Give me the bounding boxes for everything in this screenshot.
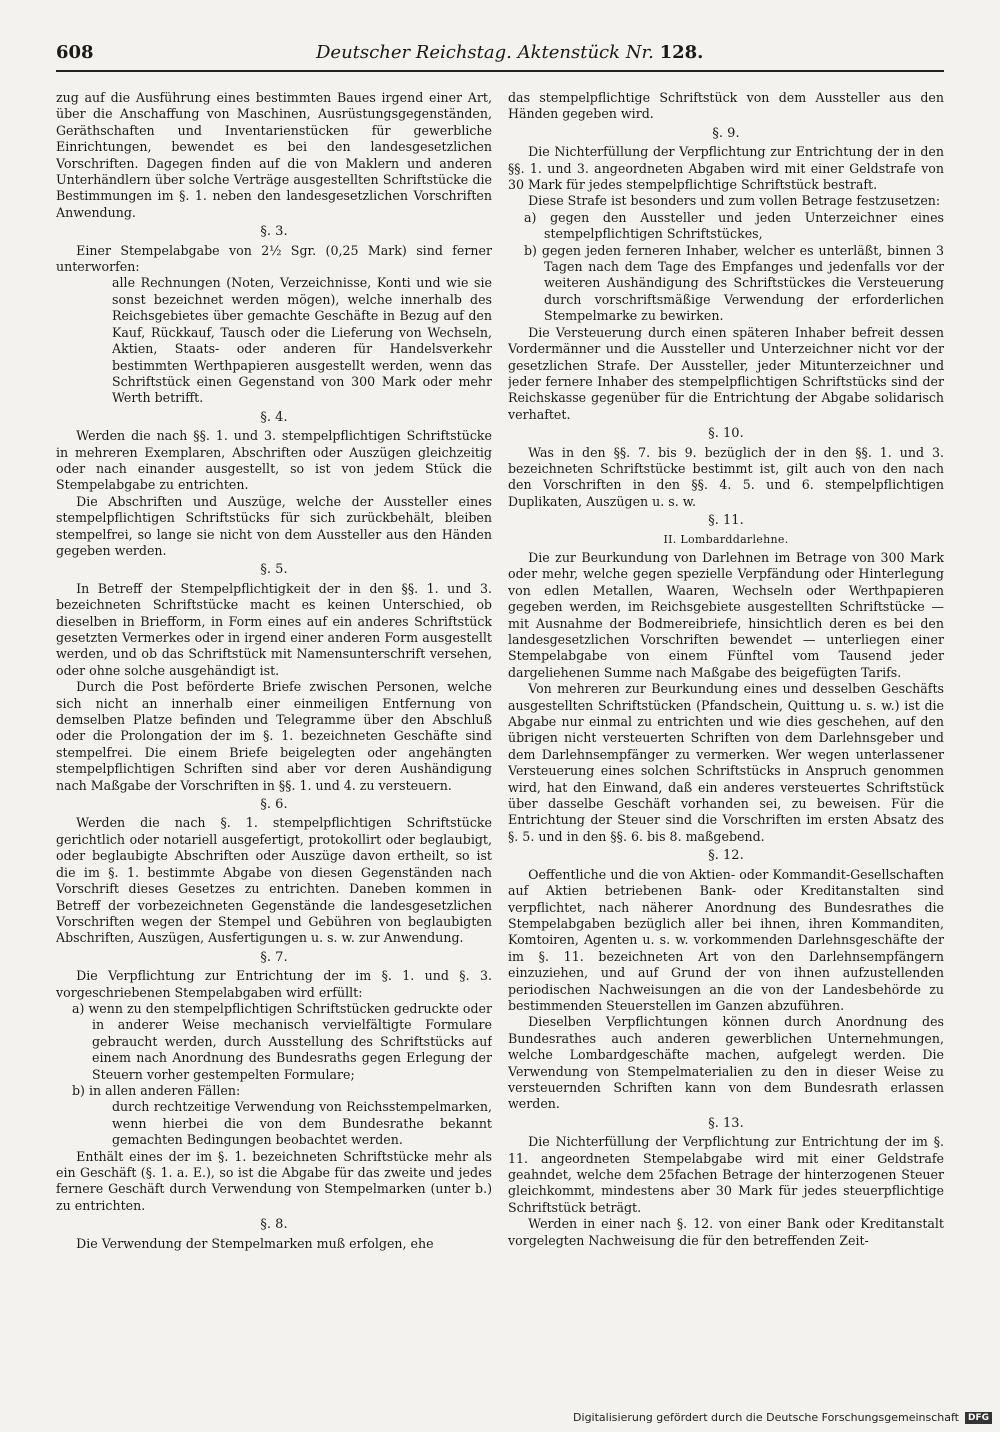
list-item: b) in allen anderen Fällen: bbox=[72, 1082, 241, 1098]
paragraph: Dieselben Verpflichtungen können durch Anordnung des Bundesrathes auch anderen gewerblichen Unternehmungen, welche Lombardgeschäfte machen, aufgelegt werden. Die Verwendung von Stempelmaterialien zu den in dieser Weise zu versteuernden Schriften kann von dem Bundesrath erlassen werden. bbox=[508, 1014, 944, 1112]
list-item: a) wenn zu den stempelpflichtigen Schriftstücken gedruckte oder in anderer Weise mechanisch vervielfältigte Formulare gebraucht werden, durch Ausstellung des Schriftstücks auf einem nach Anordnung des Bundesraths gegen Erlegung der Steuern vorher gestempelten Formulare; bbox=[72, 1000, 492, 1082]
section-heading: §. 9. bbox=[712, 125, 740, 141]
footer-credit: Digitalisierung gefördert durch die Deutsche Forschungsgemeinschaft bbox=[573, 1411, 959, 1424]
document-number: 128. bbox=[659, 42, 704, 63]
paragraph: Oeffentliche und die von Aktien- oder Kommandit-Gesellschaften auf Aktien betriebenen Bank- oder Kreditanstalten sind verpflichtet, nach näherer Anordnung des Bundesrathes die Stempelabgaben bezüglich aller bei ihnen, ihren Kommanditen, Komtoiren, Agenten u. s. w. vorkommenden Darlehnsgeschäfte der im §. 11. bezeichneten Art von den Darlehnsempfängern einzuziehen, und auf Grund der von ihnen aufzustellenden periodischen Nachweisungen an die von der Landesbehörde zu bestimmenden Steuerstellen im Ganzen abzuführen. bbox=[508, 866, 944, 1013]
section-heading: §. 12. bbox=[708, 848, 744, 864]
paragraph: Einer Stempelabgabe von 2½ Sgr. (0,25 Mark) sind ferner unterworfen: bbox=[56, 242, 492, 275]
paragraph: Die Abschriften und Auszüge, welche der Aussteller eines stempelpflichtigen Schriftstücks für sich zurückbehält, bleiben stempelfrei, so lange sie nicht von dem Aussteller aus den Händen gegeben werden. bbox=[56, 493, 492, 558]
section-heading: §. 5. bbox=[260, 562, 288, 578]
paragraph: Diese Strafe ist besonders und zum vollen Betrage festzusetzen: bbox=[528, 193, 941, 209]
running-title bbox=[316, 42, 703, 63]
right-column bbox=[508, 90, 944, 1370]
paragraph: Werden in einer nach §. 12. von einer Bank oder Kreditanstalt vorgelegten Nachweisung die für den betreffenden Zeit- bbox=[508, 1216, 944, 1248]
paragraph: Was in den §§. 7. bis 9. bezüglich der in den §§. 1. und 3. bezeichneten Schriftstücke bestimmt ist, gilt auch von den nach den Vorschriften in den §§. 4. 5. und 6. stempelpflichtigen Duplikaten, Auszügen u. s. w. bbox=[508, 444, 944, 509]
paragraph: das stempelpflichtige Schriftstück von dem Aussteller aus den Händen gegeben wird. bbox=[508, 90, 944, 122]
paragraph: Die zur Beurkundung von Darlehnen im Betrage von 300 Mark oder mehr, welche gegen spezielle Verpfändung oder Hinterlegung von edlen Metallen, Waaren, Wechseln oder Werthpapieren gegeben werden, im Reichsgebiete ausgestellten Schriftstücke — mit Ausnahme der Bodmereibriefe, hinsichtlich deren es bei den landesgesetzlichen Vorschriften bewendet — unterliegen einer Stempelabgabe von einem Fünftel vom Tausend jeder dargeliehenen Summe nach Maßgabe des beigefügten Tarifs. bbox=[508, 549, 944, 680]
paragraph: Die Nichterfüllung der Verpflichtung zur Entrichtung der im §. 11. angeordneten Stempelabgabe wird mit einer Geldstrafe geahndet, welche dem 25fachen Betrage der hinterzogenen Steuer gleichkommt, mindestens aber 30 Mark für jedes steuerpflichtige Schriftstück beträgt. bbox=[508, 1134, 944, 1215]
paragraph: Werden die nach §. 1. stempelpflichtigen Schriftstücke gerichtlich oder notariell ausgefertigt, protokollirt oder beglaubigt, oder beglaubigte Abschriften oder Auszüge davon ertheilt, so ist die im §. 1. bestimmte Abgabe von diesen Gegenständen nach Vorschrift dieses Gesetzes zu entrichten. Daneben kommen in Betreff der vorbezeichneten Gegenstände die landesgesetzlichen Vorschriften wegen der Stempel und Gebühren von beglaubigten Abschriften, Auszügen, Ausfertigungen u. s. w. zur Anwendung. bbox=[56, 815, 492, 946]
list-item: b) gegen jeden ferneren Inhaber, welcher es unterläßt, binnen 3 Tagen nach dem Tage des Empfanges und jedenfalls vor der weiteren Aushändigung des Schriftstückes die Versteuerung durch vorschriftsmäßige Verwendung der erforderlichen Stempelmarke zu bewirken. bbox=[524, 242, 944, 324]
paragraph: zug auf die Ausführung eines bestimmten Baues irgend einer Art, über die Anschaffung von Maschinen, Ausrüstungsgegenständen, Geräthschaften und Inventarienstücken für gewerbliche Einrichtungen, bewendet es bei den landesgesetzlichen Vorschriften. Dagegen finden auf die von Maklern und anderen Unterhändlern über solche Verträge ausgestellten Schriftstücke die Bestimmungen im §. 1. neben den landesgesetzlichen Vorschriften Anwendung. bbox=[56, 90, 492, 220]
paragraph: Die Versteuerung durch einen späteren Inhaber befreit dessen Vordermänner und die Aussteller und Unterzeichner nicht vor der gesetzlichen Strafe. Der Aussteller, jeder Mitunterzeichner und jeder fernere Inhaber des stempelpflichtigen Schriftstücks sind der Reichskasse gegenüber für die Entrichtung der Abgabe solidarisch verhaftet. bbox=[508, 324, 944, 422]
list-item: durch rechtzeitige Verwendung von Reichsstempelmarken, wenn hierbei die von dem Bundesrathe bekannt gemachten Bedingungen beobachtet werden. bbox=[112, 1099, 492, 1148]
list-item: alle Rechnungen (Noten, Verzeichnisse, Konti und wie sie sonst bezeichnet werden mögen), welche innerhalb des Reichsgebietes über gemachte Geschäfte in Bezug auf den Kauf, Rückkauf, Tausch oder die Lieferung von Wechseln, Aktien, Staats- oder anderen für Handelsverkehr bestimmten Werthpapieren ausgestellt werden, wenn das Schriftstück einen Gegenstand von 300 Mark oder mehr Werth betrifft. bbox=[112, 275, 492, 406]
paragraph: Durch die Post beförderte Briefe zwischen Personen, welche sich nicht an innerhalb einer einmeiligen Entfernung von demselben Platze befinden und Telegramme über den Abschluß oder die Prolongation der im §. 1. bezeichneten Geschäfte sind stempelfrei. Die einem Briefe beigelegten oder angehängten stempelpflichtigen Schriften sind aber vor deren Aushändigung nach Maßgabe der Vorschriften in §§. 1. und 4. zu versteuern. bbox=[56, 679, 492, 793]
paragraph: Die Verwendung der Stempelmarken muß erfolgen, ehe bbox=[76, 1235, 434, 1251]
section-heading: §. 4. bbox=[260, 409, 288, 425]
section-heading: §. 6. bbox=[260, 797, 288, 813]
paragraph: Die Verpflichtung zur Entrichtung der im §. 1. und §. 3. vorgeschriebenen Stempelabgaben wird erfüllt: bbox=[56, 968, 492, 1000]
section-heading: §. 11. bbox=[708, 513, 744, 529]
section-heading: §. 7. bbox=[260, 949, 288, 965]
text-columns bbox=[56, 90, 944, 1370]
left-column bbox=[56, 90, 492, 1370]
section-heading: §. 10. bbox=[708, 426, 744, 442]
paragraph: Von mehreren zur Beurkundung eines und desselben Geschäfts ausgestellten Schriftstücken (Pfandschein, Quittung u. s. w.) ist die Abgabe nur einmal zu entrichten und wie dies geschehen, auf den übrigen nicht versteuerten Schriften von dem Darlehnsgeber und dem Darlehnsempfänger zu vermerken. Wer wegen unterlassener Versteuerung eines solchen Schriftstücks in Anspruch genommen wird, hat den Einwand, daß ein anderes versteuertes Schriftstück über dasselbe Geschäft vorhanden sei, zu beweisen. Für die Entrichtung der Steuer sind die Vorschriften im ersten Absatz des §. 5. und in den §§. 6. bis 8. maßgebend. bbox=[508, 681, 944, 844]
section-heading: §. 8. bbox=[260, 1217, 288, 1233]
page-header bbox=[56, 40, 944, 72]
page-number: 608 bbox=[56, 42, 94, 63]
paragraph: In Betreff der Stempelpflichtigkeit der in den §§. 1. und 3. bezeichneten Schriftstücke macht es keinen Unterschied, ob dieselben in Briefform, in Form eines auf ein anderes Schriftstück gesetzten Vermerkes oder in irgend einer anderen Form ausgestellt werden, und ob das Schriftstück mit Namensunterschrift versehen, oder ohne solche ausgehändigt ist. bbox=[56, 580, 492, 678]
paragraph: Die Nichterfüllung der Verpflichtung zur Entrichtung der in den §§. 1. und 3. angeordneten Abgaben wird mit einer Geldstrafe von 30 Mark für jedes stempelpflichtige Schriftstück bestraft. bbox=[508, 144, 944, 193]
running-title-text: Deutscher Reichstag. Aktenstück Nr. bbox=[316, 42, 654, 63]
page-footer bbox=[573, 1411, 992, 1424]
list-item: a) gegen den Aussteller und jeden Unterzeichner eines stempelpflichtigen Schriftstückes, bbox=[524, 209, 944, 242]
section-heading: §. 13. bbox=[708, 1115, 744, 1131]
paragraph: Enthält eines der im §. 1. bezeichneten Schriftstücke mehr als ein Geschäft (§. 1. a. E.), so ist die Abgabe für das zweite und jedes fernere Geschäft durch Verwendung von Stempelmarken (unter b.) zu entrichten. bbox=[56, 1148, 492, 1213]
dfg-logo: DFG bbox=[965, 1412, 992, 1424]
document-page bbox=[56, 40, 944, 1370]
paragraph: Werden die nach §§. 1. und 3. stempelpflichtigen Schriftstücke in mehreren Exemplaren, Abschriften oder Auszügen gleichzeitig oder nach einander ausgestellt, so ist von jedem Stück die Stempelabgabe zu entrichten. bbox=[56, 428, 492, 493]
subheading: II. Lombarddarlehne. bbox=[663, 532, 789, 546]
section-heading: §. 3. bbox=[260, 224, 288, 240]
